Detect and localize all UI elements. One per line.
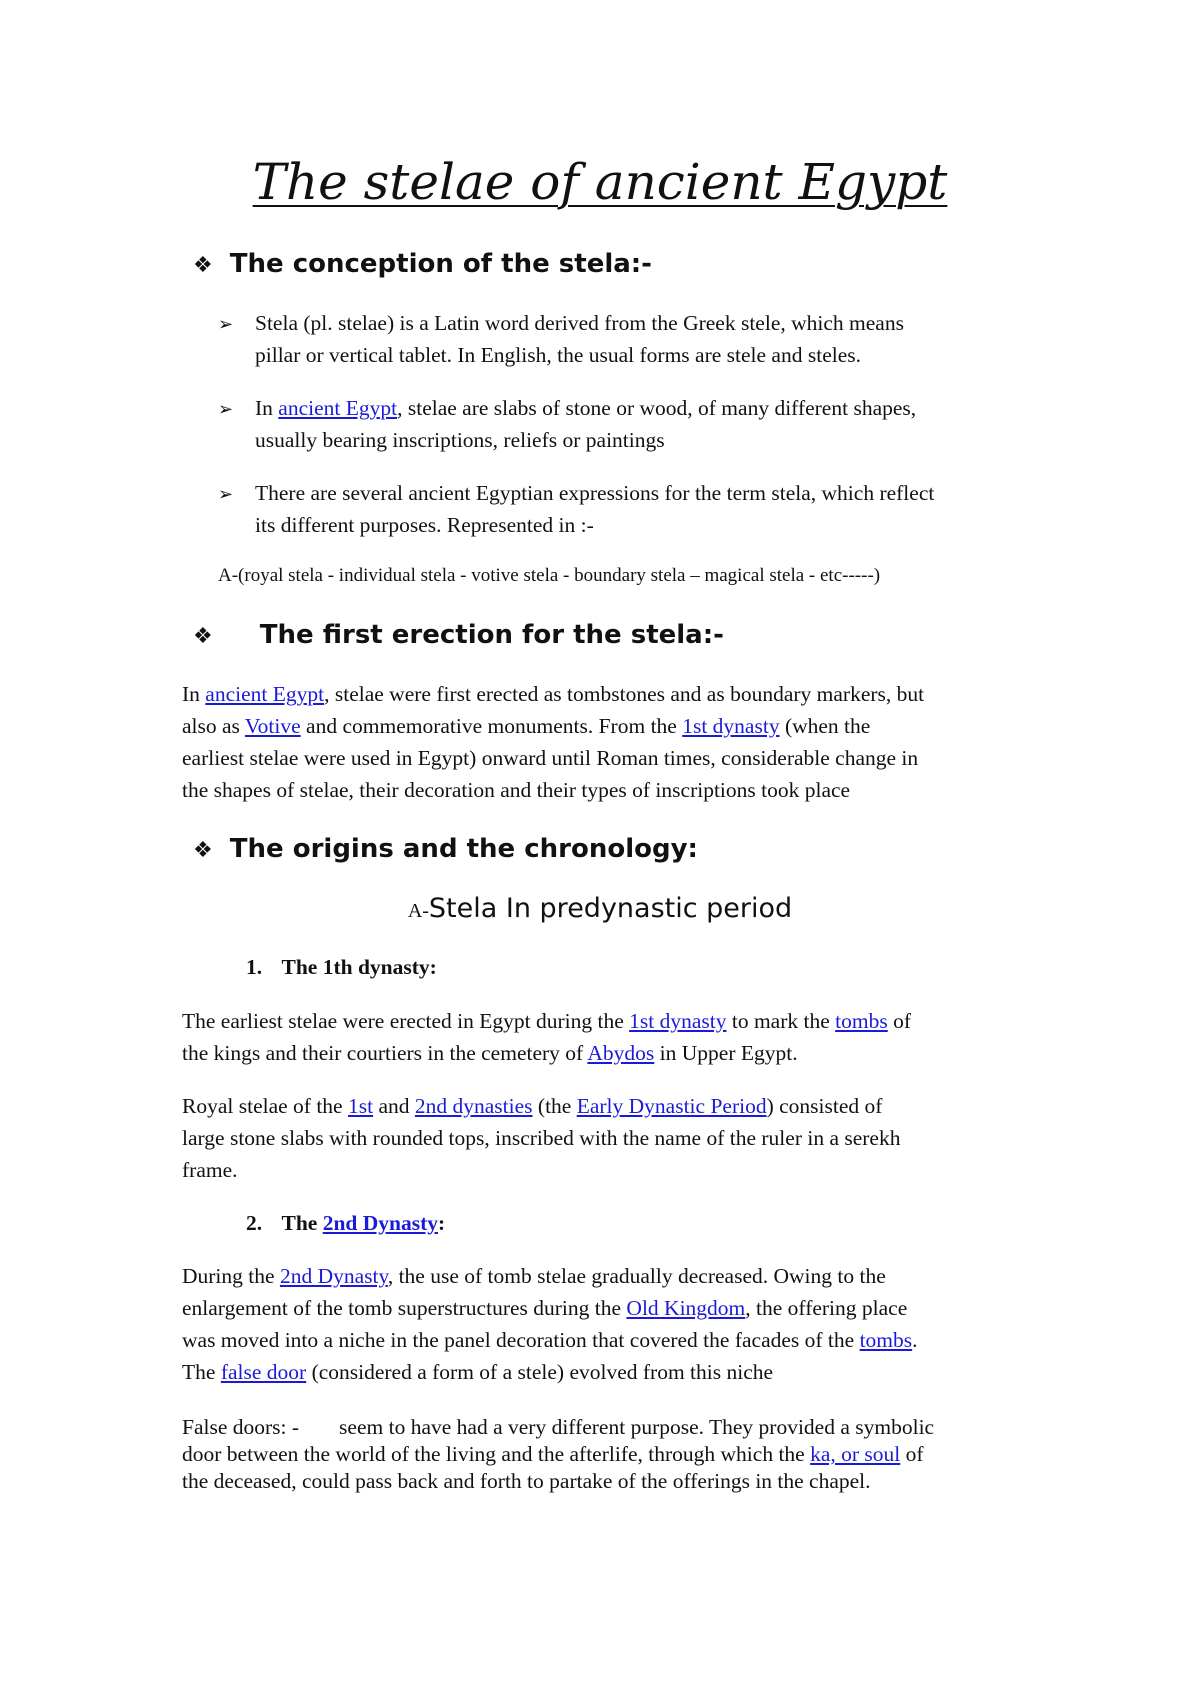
text-run: During the (182, 1264, 280, 1288)
paragraph-line: the shapes of stelae, their decoration and their types of inscriptions took place (182, 778, 851, 802)
text-run: also as (182, 714, 245, 738)
text-run: seem to have had a very different purpose. They provided a symbolic (339, 1415, 935, 1439)
paragraph-line (182, 1005, 911, 1037)
text-run: in Upper Egypt. (654, 1041, 798, 1065)
list-number: 1. (246, 955, 263, 979)
subheading-predynastic (0, 892, 1200, 928)
text-run: The (281, 1211, 323, 1235)
text-run: . (912, 1328, 918, 1352)
arrow-bullet-icon: ➢ (218, 399, 234, 420)
paragraph-line (182, 678, 924, 710)
diamond-bullet-icon: ❖ (193, 253, 213, 278)
paragraph-line (182, 1090, 882, 1122)
text-run: , the offering place (745, 1296, 908, 1320)
arrow-bullet-icon: ➢ (218, 484, 234, 505)
text-run: and commemorative monuments. From the (300, 714, 683, 738)
link-1st[interactable]: 1st (347, 1094, 374, 1118)
list-item-text (255, 392, 916, 424)
stela-types-line: A-(royal stela - individual stela - votive stela - boundary stela – magical stela - etc-----) (218, 565, 881, 586)
paragraph-line (182, 1260, 886, 1292)
paragraph-line: earliest stelae were used in Egypt) onward until Roman times, considerable change in (182, 746, 919, 770)
text-run: The earliest stelae were erected in Egypt during the (182, 1009, 630, 1033)
text-run: (considered a form of a stele) evolved from this niche (306, 1360, 774, 1384)
section-heading-text: The first erection for the stela:- (259, 620, 724, 650)
paragraph-line (182, 1414, 934, 1441)
link-false-door[interactable]: false door (220, 1360, 307, 1384)
link-tombs[interactable]: tombs (859, 1328, 913, 1352)
paragraph-line (182, 1037, 798, 1069)
list-item-text: pillar or vertical tablet. In English, the usual forms are stele and steles. (255, 343, 861, 367)
link-1st-dynasty[interactable]: 1st dynasty (682, 714, 780, 738)
numbered-heading-2 (246, 1207, 445, 1239)
list-item-text: usually bearing inscriptions, reliefs or paintings (255, 428, 665, 452)
text-run: (when the (779, 714, 871, 738)
numbered-heading-text: The 1th dynasty: (281, 955, 437, 979)
link-early-dynastic-period[interactable]: Early Dynastic Period (576, 1094, 767, 1118)
text-run: ) consisted of (766, 1094, 883, 1118)
list-item-text: Stela (pl. stelae) is a Latin word derived from the Greek stele, which means (255, 311, 904, 335)
paragraph-line: frame. (182, 1158, 238, 1182)
section-heading-conception (193, 248, 652, 282)
link-2nd-dynasty[interactable]: 2nd Dynasty (279, 1264, 388, 1288)
text-run: door between the world of the living and the afterlife, through which the (182, 1442, 811, 1466)
section-heading-origins (193, 833, 698, 867)
diamond-bullet-icon: ❖ (193, 838, 213, 863)
text-run: In (182, 682, 206, 706)
diamond-bullet-icon: ❖ (193, 624, 213, 649)
text-run: the kings and their courtiers in the cemetery of (182, 1041, 588, 1065)
link-old-kingdom[interactable]: Old Kingdom (626, 1296, 746, 1320)
text-run: False doors: - (182, 1415, 300, 1439)
paragraph-line (182, 1441, 924, 1468)
numbered-heading-text (282, 1211, 446, 1235)
link-ancient-egypt[interactable]: ancient Egypt (278, 396, 398, 420)
list-item (218, 392, 233, 426)
text-run: of (900, 1442, 924, 1466)
link-2nd-dynasty[interactable]: 2nd Dynasty (322, 1211, 439, 1235)
paragraph-line (182, 1356, 773, 1388)
text-run: to mark the (726, 1009, 836, 1033)
paragraph-line: the deceased, could pass back and forth to partake of the offerings in the chapel. (182, 1469, 871, 1493)
text-run: Royal stelae of the (182, 1094, 348, 1118)
link-2nd-dynasties[interactable]: 2nd dynasties (414, 1094, 533, 1118)
text-run: : (438, 1211, 446, 1235)
paragraph-line (182, 1324, 918, 1356)
paragraph-line (182, 710, 870, 742)
section-heading-text: The conception of the stela:- (229, 249, 652, 279)
text-run: was moved into a niche in the panel decoration that covered the facades of the (182, 1328, 860, 1352)
link-votive[interactable]: Votive (244, 714, 301, 738)
text-run: , stelae were first erected as tombstones and as boundary markers, but (324, 682, 925, 706)
section-heading-first-erection (193, 619, 724, 653)
section-heading-text: The origins and the chronology: (229, 834, 698, 864)
list-item-text: its different purposes. Represented in :- (255, 513, 594, 537)
arrow-bullet-icon: ➢ (218, 314, 234, 335)
link-ka-or-soul[interactable]: ka, or soul (810, 1442, 901, 1466)
list-item (218, 477, 233, 511)
subheading-text: Stela In predynastic period (428, 893, 793, 924)
text-run: enlargement of the tomb superstructures during the (182, 1296, 627, 1320)
text-run: The (182, 1360, 221, 1384)
paragraph-line: large stone slabs with rounded tops, inscribed with the name of the ruler in a serekh (182, 1126, 901, 1150)
subheading-prefix: A- (407, 900, 429, 922)
list-number: 2. (246, 1211, 263, 1235)
text-run: , the use of tomb stelae gradually decreased. Owing to the (387, 1264, 886, 1288)
document-title: The stelae of ancient Egypt (252, 153, 948, 211)
link-ancient-egypt[interactable]: ancient Egypt (205, 682, 325, 706)
text-run: and (373, 1094, 415, 1118)
paragraph-line (182, 1292, 907, 1324)
numbered-heading-1 (246, 951, 437, 983)
link-abydos[interactable]: Abydos (587, 1041, 655, 1065)
link-tombs[interactable]: tombs (835, 1009, 888, 1033)
list-item-text: There are several ancient Egyptian expressions for the term stela, which reflect (255, 481, 935, 505)
text-run: (the (532, 1094, 577, 1118)
text-run: In (255, 396, 279, 420)
list-item (218, 307, 233, 341)
link-1st-dynasty[interactable]: 1st dynasty (629, 1009, 727, 1033)
text-run: , stelae are slabs of stone or wood, of many different shapes, (397, 396, 917, 420)
text-run: of (887, 1009, 912, 1033)
